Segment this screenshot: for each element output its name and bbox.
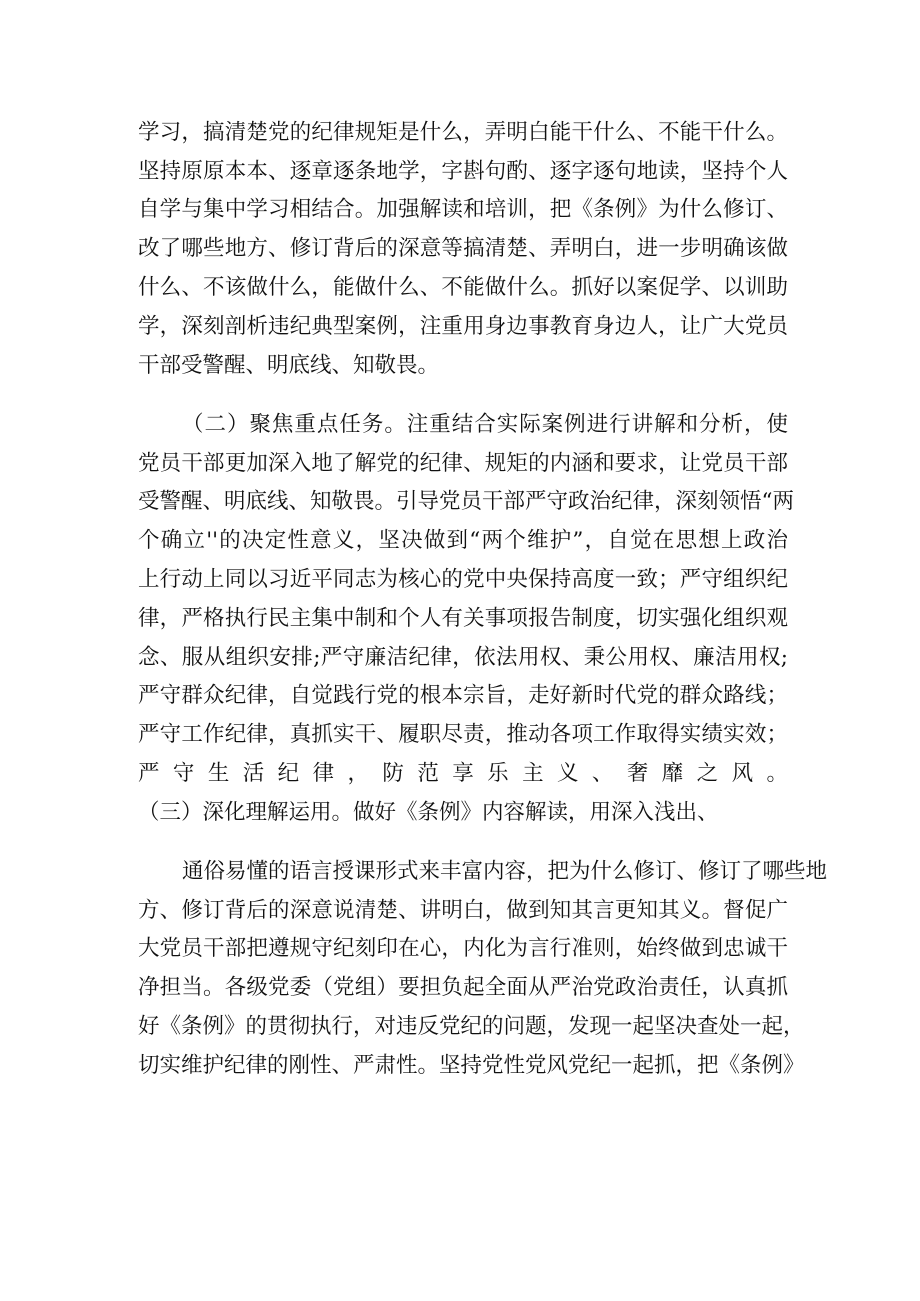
text-line: 坚持原原本本、逐章逐条地学，字斟句酌、逐字逐句地读，坚持个人 <box>138 159 788 184</box>
text-line: 念、服从组织安排;严守廉洁纪律，依法用权、秉公用权、廉洁用权; <box>138 645 788 670</box>
text-line: 自学与集中学习相结合。加强解读和培训，把《条例》为什么修订、 <box>138 197 788 222</box>
text-line <box>138 1123 788 1163</box>
text-line: 上行动上同以习近平同志为核心的党中央保持高度一致；严守组织纪 <box>138 567 788 592</box>
section-heading-line: 通俗易懂的语言授课形式来丰富内容，把为什么修订、修订了哪些地 <box>182 859 828 884</box>
text-line: 律，严格执行民主集中制和个人有关事项报告制度，切实强化组织观 <box>138 606 788 631</box>
text-line: 干部受警醒、明底线、知敬畏。 <box>138 353 440 378</box>
text-line: 方、修订背后的深意说清楚、讲明白，做到知其言更知其义。督促广 <box>138 898 788 923</box>
text-line: 学，深刻剖析违纪典型案例，注重用身边事教育身边人，让广大党员 <box>138 314 788 339</box>
text-line: 什么、不该做什么，能做什么、不能做什么。抓好以案促学、以训助 <box>138 275 788 300</box>
text-line: 严守群众纪律，自觉践行党的根本宗旨，走好新时代党的群众路线； <box>138 683 788 708</box>
text-line: 严守生活纪律，防范享乐主义、奢靡之风。 <box>138 761 788 786</box>
text-line: 严守工作纪律，真抓实干、履职尽责，推动各项工作取得实绩实效； <box>138 722 788 747</box>
text-line: 党员干部更加深入地了解党的纪律、规矩的内涵和要求，让党员干部 <box>138 451 788 476</box>
section-heading-line: （二）聚焦重点任务。注重结合实际案例进行讲解和分析，使 <box>182 412 788 437</box>
text-line: 切实维护纪律的刚性、严肃性。坚持党性党风党纪一起抓，把《条例》 <box>138 1053 805 1078</box>
text-line: 净担当。各级党委（党组）要担负起全面从严治党政治责任，认真抓 <box>138 975 788 1000</box>
text-line: 学习，搞清楚党的纪律规矩是什么，弄明白能干什么、不能干什么。 <box>138 120 788 145</box>
text-line: 个确立''的决定性意义，坚决做到“两个维护”，自觉在思想上政治 <box>138 528 788 553</box>
text-line: 大党员干部把遵规守纪刻印在心，内化为言行准则，始终做到忠诚干 <box>138 936 788 961</box>
text-line: （三）深化理解运用。做好《条例》内容解读，用深入浅出、 <box>138 800 719 825</box>
text-line: 受警醒、明底线、知敬畏。引导党员干部严守政治纪律，深刻领悟“两 <box>138 489 794 514</box>
text-line <box>138 1084 788 1124</box>
text-line: 改了哪些地方、修订背后的深意等搞清楚、弄明白，进一步明确该做 <box>138 236 788 261</box>
text-line: 好《条例》的贯彻执行，对违反党纪的问题，发现一起坚决查处一起， <box>138 1014 805 1039</box>
